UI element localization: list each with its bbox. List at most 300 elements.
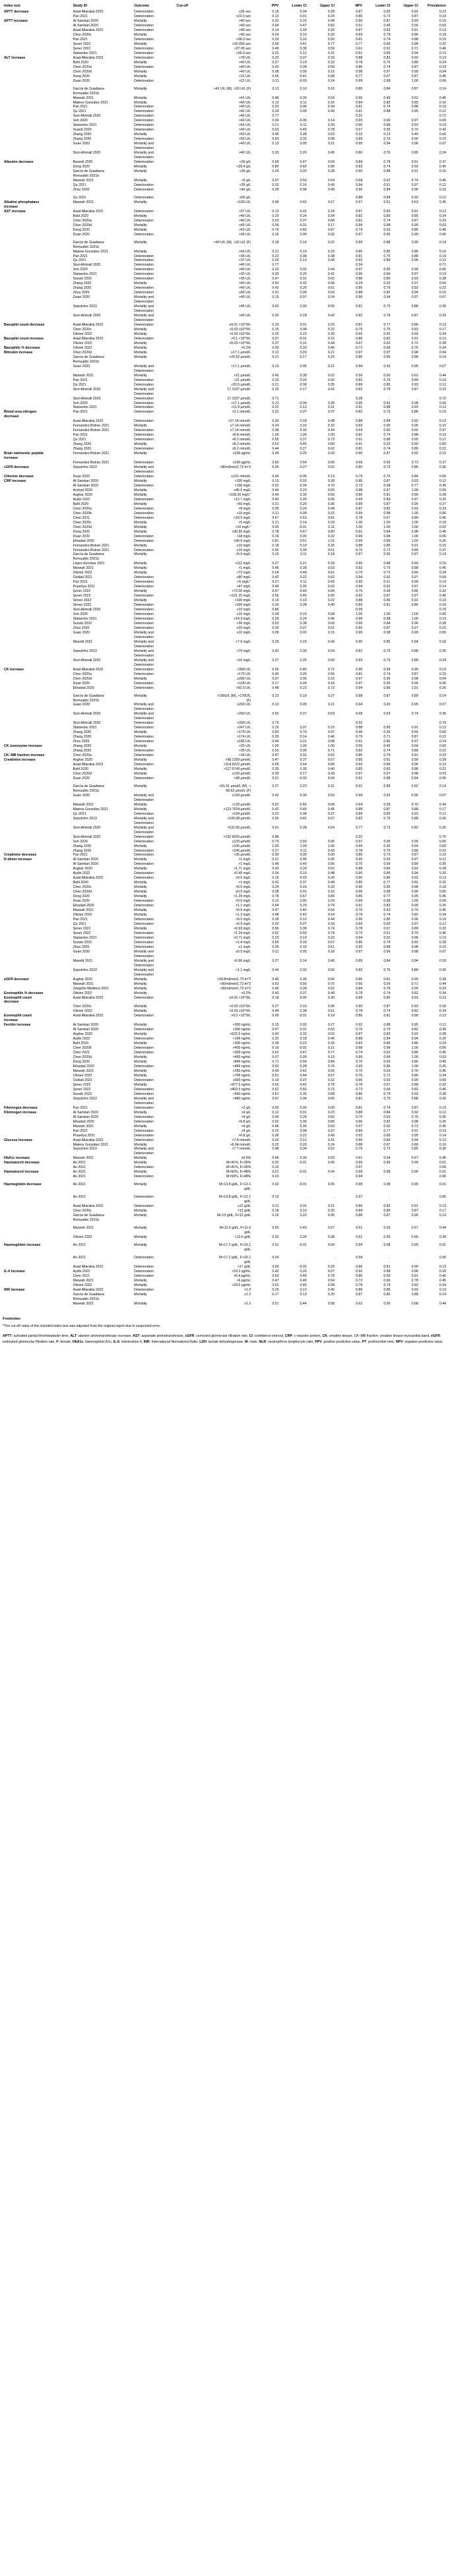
npv-value: 0.81 <box>356 433 363 438</box>
ppv-value: 0.69 <box>272 763 279 767</box>
ppv-upper-ci-value: 0.48 <box>327 881 335 885</box>
ppv-lower-ci-value: 0.42 <box>300 1069 307 1073</box>
table-row <box>3 47 447 51</box>
prevalence-value: 0.45 <box>439 1278 446 1283</box>
npv-lower-ci-value: 0.89 <box>383 497 391 502</box>
ppv-upper-ci-value: 0.58 <box>327 1283 335 1287</box>
study-id: Azad Allarakia 2022 <box>73 667 104 672</box>
prevalence-value: 0.13 <box>439 599 446 603</box>
ppv-value: 0.53 <box>272 749 279 753</box>
prevalence-value: 0.60 <box>439 442 446 447</box>
study-id: Azad Allarakia 2022 <box>73 995 104 1000</box>
npv-upper-ci-value: 1.01 <box>411 686 418 690</box>
table-row <box>3 1092 447 1097</box>
ppv-lower-ci-value: 0.25 <box>300 658 307 662</box>
table-row <box>3 61 447 65</box>
study-id: Guan 2020 <box>73 142 90 146</box>
table-row <box>3 867 447 871</box>
table-row <box>3 622 447 626</box>
study-id: Azad Allarakia 2022 <box>73 1204 104 1209</box>
ppv-value: 0.45 <box>272 132 279 137</box>
npv-value: 0.78 <box>356 515 363 520</box>
cutoff-value: >40 sec <box>238 24 251 28</box>
npv-upper-ci-value: 0.86 <box>411 848 418 853</box>
study-id: Chen 2020c <box>73 1209 92 1214</box>
npv-lower-ci-value: 0.74 <box>383 1283 391 1287</box>
npv-upper-ci-value: 0.98 <box>411 529 418 534</box>
cutoff-value: <50ml/min/1.73 m^2 <box>220 986 251 991</box>
npv-upper-ci-value: 0.91 <box>411 1273 418 1278</box>
index-test-label <box>3 726 72 730</box>
ppv-value: 0.56 <box>272 594 279 599</box>
npv-lower-ci-value: 0.82 <box>383 336 391 341</box>
index-test-label <box>3 498 72 502</box>
study-id: Aydin 2022 <box>73 1269 90 1273</box>
npv-value: 0.89 <box>356 382 363 387</box>
npv-value: 0.90 <box>356 562 363 566</box>
npv-upper-ci-value: 0.89 <box>411 693 418 698</box>
study-id: Zhou 2020 <box>73 740 90 744</box>
npv-upper-ci-value: 1.00 <box>411 617 418 622</box>
table-row <box>3 442 447 447</box>
index-test-label <box>3 784 72 794</box>
index-test-label <box>3 686 72 691</box>
ppv-lower-ci-value: 0.46 <box>300 1283 307 1287</box>
index-test-label <box>3 1274 72 1279</box>
table-row <box>3 479 447 484</box>
ppv-lower-ci-value: 0.10 <box>300 599 307 603</box>
study-id: Chen 2020a <box>73 506 92 511</box>
npv-upper-ci-value: 0.87 <box>411 672 418 676</box>
ppv-value: 0.47 <box>272 753 279 758</box>
npv-value: 0.78 <box>356 1082 363 1087</box>
study-id: Sisó-Almirall 2020 <box>73 151 101 156</box>
ppv-lower-ci-value: 0.22 <box>300 1133 307 1138</box>
index-test-label <box>3 721 72 726</box>
index-test-label <box>3 219 72 223</box>
ppv-upper-ci-value: 0.73 <box>327 1087 335 1092</box>
outcome: Mortality <box>134 249 147 254</box>
prevalence-value: 0.13 <box>439 995 446 1000</box>
ppv-upper-ci-value: 0.67 <box>327 816 335 821</box>
table-row <box>3 1069 447 1074</box>
ppv-upper-ci-value: 0.74 <box>327 926 335 931</box>
index-test-label <box>3 268 72 272</box>
npv-lower-ci-value: 0.86 <box>383 1065 391 1069</box>
outcome: Mortality <box>134 74 147 78</box>
table-row <box>3 1195 447 1204</box>
npv-upper-ci-value: 0.97 <box>411 626 418 630</box>
cutoff-value: ≥55 g/L <box>239 195 251 200</box>
table-row <box>3 1088 447 1092</box>
column-header-ppv: PPV <box>271 4 279 8</box>
study-id: Dong 2020 <box>73 74 90 78</box>
prevalence-value: 0.05 <box>439 890 446 894</box>
index-test-label: APTT decrease <box>4 10 29 15</box>
cutoff-value: >43 U/L <box>238 123 251 128</box>
npv-lower-ci-value: 0.74 <box>383 672 391 676</box>
ppv-lower-ci-value: 0.05 <box>300 703 307 707</box>
ppv-lower-ci-value: 0.29 <box>300 904 307 908</box>
table-row <box>3 959 447 968</box>
npv-upper-ci-value: 1.00 <box>411 525 418 529</box>
ppv-upper-ci-value: 0.52 <box>327 465 335 470</box>
npv-upper-ci-value: 0.92 <box>411 165 418 169</box>
table-row <box>3 507 447 512</box>
npv-value: 0.84 <box>356 1128 363 1133</box>
outcome: Deterioration <box>134 594 154 599</box>
outcome: Deterioration <box>134 839 154 844</box>
ppv-lower-ci-value: 0.05 <box>300 142 307 146</box>
table-row <box>3 726 447 730</box>
ppv-lower-ci-value: 0.20 <box>300 272 307 277</box>
cutoff-value: ≥500 ng/mL <box>232 1078 251 1082</box>
ppv-lower-ci-value: 0.14 <box>300 735 307 740</box>
npv-value: 0.76 <box>356 571 363 575</box>
index-test-label <box>3 950 72 959</box>
npv-lower-ci-value: 0.80 <box>383 1041 391 1046</box>
prevalence-value: 0.06 <box>439 899 446 904</box>
table-row <box>3 328 447 332</box>
outcome: Mortality <box>134 1235 147 1239</box>
table-row <box>3 626 447 631</box>
ppv-lower-ci-value: 0.28 <box>300 65 307 69</box>
outcome: Mortality and Deterioration <box>134 364 154 373</box>
npv-upper-ci-value: 0.86 <box>411 249 418 254</box>
index-test-label <box>3 179 72 183</box>
outcome: Deterioration <box>134 1165 154 1170</box>
cutoff-value: >465 ng/mL <box>232 1065 251 1069</box>
ppv-value: 0.24 <box>272 32 279 37</box>
cutoff-value: >5 mg/L <box>238 520 251 525</box>
npv-value: 0.70 <box>356 1069 363 1073</box>
prevalence-value: 0.20 <box>439 1269 446 1273</box>
ppv-value: 0.32 <box>272 1235 279 1239</box>
ppv-upper-ci-value: 0.27 <box>327 693 335 698</box>
prevalence-value: 0.45 <box>439 894 446 899</box>
index-test-label <box>3 876 72 881</box>
index-test-label <box>3 749 72 753</box>
npv-value: 0.67 <box>356 341 363 345</box>
ppv-lower-ci-value: 0.32 <box>300 137 307 142</box>
npv-upper-ci-value: 0.90 <box>411 986 418 991</box>
ppv-upper-ci-value: 0.50 <box>327 492 335 497</box>
npv-lower-ci-value: . <box>389 1165 391 1170</box>
npv-upper-ci-value: . <box>417 396 418 401</box>
npv-lower-ci-value: 0.74 <box>383 37 391 42</box>
index-test-label: Fibrinogen increase <box>4 1110 37 1115</box>
study-id: Chen 2020b <box>73 511 92 515</box>
ppv-lower-ci-value: 0.20 <box>300 169 307 174</box>
npv-upper-ci-value: 0.85 <box>411 151 418 156</box>
study-id: Sisó-Almirall 2020 <box>73 712 101 717</box>
index-test-label <box>3 286 72 291</box>
study-id: Marwah 2021 <box>73 1069 94 1073</box>
npv-upper-ci-value: 0.99 <box>411 69 418 74</box>
index-test-label <box>3 383 72 388</box>
ppv-value: 0.13 <box>272 100 279 105</box>
prevalence-value: 0.34 <box>439 571 446 575</box>
ppv-upper-ci-value: 0.40 <box>327 767 335 772</box>
npv-upper-ci-value: 0.80 <box>411 862 418 867</box>
ppv-value: 0.53 <box>272 218 279 223</box>
cutoff-value: >40 U/L <box>238 286 251 291</box>
ppv-lower-ci-value: 0.07 <box>300 626 307 630</box>
table-row <box>3 241 447 250</box>
cutoff-value: <35 g/L <box>239 183 251 187</box>
ppv-lower-ci-value: . <box>305 1165 307 1170</box>
ppv-lower-ci-value: 0.16 <box>300 37 307 42</box>
ppv-value: 0.04 <box>272 119 279 123</box>
table-row <box>3 908 447 913</box>
table-row <box>3 575 447 580</box>
ppv-value: 0.49 <box>272 46 279 51</box>
ppv-upper-ci-value: 0.57 <box>327 758 335 763</box>
npv-lower-ci-value: . <box>389 721 391 726</box>
npv-value: 0.65 <box>356 332 363 336</box>
npv-lower-ci-value: . <box>389 396 391 401</box>
npv-value: 0.32 <box>356 834 363 839</box>
outcome: Mortality <box>134 479 147 483</box>
npv-upper-ci-value: 1.00 <box>411 1046 418 1051</box>
ppv-value: 0.29 <box>272 332 279 336</box>
npv-lower-ci-value: 0.93 <box>383 703 391 707</box>
study-id: Dong 2020 <box>73 529 90 534</box>
ppv-value: 0.48 <box>272 913 279 918</box>
ppv-value: 0.50 <box>272 281 279 286</box>
study-id: Dong 2020 <box>73 165 90 169</box>
cutoff-value: >42 U/L <box>238 109 251 114</box>
npv-value: 0.91 <box>356 776 363 780</box>
cutoff-value: >60 U/L <box>238 100 251 105</box>
cutoff-value: <0.2% <box>241 345 251 350</box>
study-id: Zhang 2020 <box>73 744 92 749</box>
study-id: López-Escobar 2021 <box>73 562 105 566</box>
npv-upper-ci-value: 0.74 <box>411 178 418 183</box>
npv-upper-ci-value: 1.00 <box>411 520 418 525</box>
ppv-upper-ci-value: 0.67 <box>327 940 335 945</box>
ppv-upper-ci-value: 0.56 <box>327 968 335 972</box>
ppv-lower-ci-value: 0.39 <box>300 1124 307 1128</box>
npv-lower-ci-value: 0.67 <box>383 926 391 931</box>
table-row <box>3 894 447 899</box>
ppv-value: 0.18 <box>272 240 279 245</box>
ppv-upper-ci-value: 0.60 <box>327 1115 335 1119</box>
cutoff-value: >117.5743 µmol/L <box>223 767 251 772</box>
outcome: Mortality and Deterioration <box>134 658 154 667</box>
npv-value: 0.87 <box>356 1292 363 1297</box>
outcome: Mortality <box>134 520 147 525</box>
index-test-label <box>3 530 72 535</box>
ppv-lower-ci-value: 0.30 <box>300 649 307 653</box>
table-row <box>3 1023 447 1028</box>
npv-upper-ci-value: 0.89 <box>411 926 418 931</box>
npv-lower-ci-value: 0.83 <box>383 100 391 105</box>
index-test-label <box>3 562 72 566</box>
npv-lower-ci-value: 0.78 <box>383 314 391 318</box>
table-row <box>3 1283 447 1288</box>
prevalence-value: 0.22 <box>439 447 446 452</box>
study-id: Al-Samkari 2020 <box>73 479 98 483</box>
index-test-label <box>3 1088 72 1092</box>
npv-upper-ci-value: 0.80 <box>411 571 418 575</box>
npv-lower-ci-value: . <box>389 834 391 839</box>
npv-lower-ci-value: 0.88 <box>383 405 391 410</box>
outcome: Deterioration <box>134 419 154 424</box>
index-test-label: Haematocrit decrease <box>4 1161 40 1165</box>
outcome: Mortality <box>134 772 147 776</box>
outcome: Deterioration <box>134 1133 154 1138</box>
table-row <box>3 10 447 15</box>
npv-value: 0.83 <box>356 1041 363 1046</box>
ppv-lower-ci-value: 0.21 <box>300 562 307 566</box>
prevalence-value: 0.12 <box>439 183 446 187</box>
npv-upper-ci-value: 0.97 <box>411 922 418 926</box>
npv-lower-ci-value: 0.73 <box>383 465 391 470</box>
index-test-label <box>3 603 72 608</box>
npv-upper-ci-value: 0.56 <box>411 24 418 28</box>
npv-lower-ci-value: 0.87 <box>383 1142 391 1147</box>
ppv-value: 0.20 <box>272 922 279 926</box>
npv-value: 0.80 <box>356 15 363 19</box>
npv-lower-ci-value: 0.92 <box>383 935 391 940</box>
study-id: Şener 2022 <box>73 1087 91 1092</box>
npv-upper-ci-value: 0.91 <box>411 726 418 730</box>
ppv-lower-ci-value: 0.40 <box>300 807 307 811</box>
index-test-label: Alkaline phosphatase increase <box>4 200 40 209</box>
study-id: Olivieri 2022 <box>73 341 92 345</box>
cutoff-value: >10 mg/L <box>236 511 251 515</box>
prevalence-value: 0.16 <box>439 1142 446 1147</box>
outcome: Deterioration <box>134 763 154 767</box>
ppv-lower-ci-value: 0.40 <box>300 1278 307 1283</box>
npv-upper-ci-value: 0.93 <box>411 1287 418 1292</box>
outcome: Deterioration <box>134 899 154 904</box>
cutoff-value: >108.30 mg/L* <box>228 492 251 497</box>
cutoff-value: M>50%, F>48% <box>226 1175 251 1179</box>
cutoff-value: ≤101 mmol/L <box>231 475 251 479</box>
ppv-upper-ci-value: 0.59 <box>327 65 335 69</box>
table-row <box>3 1293 447 1302</box>
prevalence-value: 0.13 <box>439 667 446 672</box>
npv-value: 0.64 <box>356 802 363 807</box>
prevalence-value: 0.06 <box>439 1165 446 1170</box>
npv-lower-ci-value: 0.85 <box>383 811 391 816</box>
ppv-value: 0.23 <box>272 693 279 698</box>
outcome: Deterioration <box>134 1264 154 1269</box>
ppv-value: 0.15 <box>272 552 279 557</box>
prevalence-value: 0.45 <box>439 74 446 78</box>
npv-lower-ci-value: 0.76 <box>383 137 391 142</box>
outcome: Deterioration <box>134 1128 154 1133</box>
npv-value: 0.62 <box>356 1301 363 1306</box>
prevalence-value: 0.19 <box>439 15 446 19</box>
column-header-index-test: Index test <box>4 4 20 8</box>
ppv-upper-ci-value: 0.24 <box>327 209 335 214</box>
index-test-label <box>3 70 72 74</box>
npv-upper-ci-value: 0.93 <box>411 382 418 387</box>
prevalence-value: 0.17 <box>439 807 446 811</box>
study-id: Duan 2020 <box>73 776 90 780</box>
ppv-upper-ci-value: 0.43 <box>327 848 335 853</box>
npv-value: 0.73 <box>356 483 363 488</box>
npv-value: 0.76 <box>356 1028 363 1032</box>
npv-value: 0.93 <box>356 763 363 767</box>
ppv-lower-ci-value: -0.03 <box>298 78 307 83</box>
ppv-value: 0.29 <box>272 258 279 263</box>
cutoff-value: ≥10 mg/L <box>236 630 251 635</box>
cutoff-value: >40 U/L <box>238 268 251 272</box>
ppv-lower-ci-value: 0.30 <box>300 305 307 309</box>
ppv-upper-ci-value: 0.42 <box>327 314 335 318</box>
ppv-upper-ci-value: 0.62 <box>327 1147 335 1152</box>
npv-value: 0.86 <box>356 1204 363 1209</box>
ppv-value: 0.60 <box>272 461 279 465</box>
prevalence-value: 0.42 <box>439 128 446 132</box>
ppv-lower-ci-value: 0.28 <box>300 603 307 608</box>
index-test-label <box>3 1069 72 1074</box>
outcome: Mortality and Deterioration <box>134 968 154 977</box>
outcome: Deterioration <box>134 622 154 626</box>
npv-value: 1.00 <box>356 612 363 617</box>
ppv-upper-ci-value: 0.81 <box>327 515 335 520</box>
npv-value: 0.74 <box>356 1051 363 1055</box>
ppv-value: 0.45 <box>272 548 279 552</box>
ppv-upper-ci-value: 0.41 <box>327 387 335 392</box>
npv-lower-ci-value: 0.63 <box>383 227 391 232</box>
npv-lower-ci-value: 0.63 <box>383 1069 391 1073</box>
cutoff-value: >5.0 mg/L <box>236 552 251 557</box>
npv-upper-ci-value: 0.97 <box>411 575 418 580</box>
npv-upper-ci-value: 0.54 <box>411 844 418 848</box>
ppv-value: 0.20 <box>272 55 279 60</box>
npv-value: 0.90 <box>356 876 363 881</box>
ppv-upper-ci-value: 0.20 <box>327 323 335 328</box>
table-row <box>3 378 447 383</box>
npv-upper-ci-value: 0.87 <box>411 1105 418 1110</box>
npv-value: 0.93 <box>356 1065 363 1069</box>
cutoff-value: >91.51 µmol/L (M), > 68.63 µmol/L (F) <box>219 784 251 793</box>
prevalence-value: 0.16 <box>439 249 446 254</box>
prevalence-value: 0.34 <box>439 332 446 336</box>
npv-value: 0.88 <box>356 693 363 698</box>
table-row <box>3 38 447 42</box>
table-row <box>3 853 447 858</box>
prevalence-value: 0.26 <box>439 1065 446 1069</box>
npv-upper-ci-value: 0.82 <box>411 825 418 830</box>
ppv-value: 0.22 <box>272 51 279 55</box>
prevalence-value: 0.44 <box>439 981 446 986</box>
ppv-lower-ci-value: 0.48 <box>300 571 307 575</box>
outcome: Deterioration <box>134 935 154 940</box>
ppv-lower-ci-value: 0.36 <box>300 977 307 981</box>
study-id: Fernandez-Botran 2021 <box>73 428 110 433</box>
outcome: Deterioration <box>134 286 154 291</box>
npv-upper-ci-value: 0.96 <box>411 142 418 146</box>
npv-upper-ci-value: 1.00 <box>411 1065 418 1069</box>
npv-value: 0.88 <box>356 599 363 603</box>
npv-value: 0.82 <box>356 749 363 753</box>
npv-value: 0.82 <box>356 816 363 821</box>
table-row <box>3 179 447 183</box>
prevalence-value: 0.07 <box>439 364 446 368</box>
index-test-label <box>3 594 72 599</box>
outcome: Deterioration <box>134 871 154 876</box>
npv-lower-ci-value: 0.83 <box>383 767 391 772</box>
ppv-upper-ci-value: 0.40 <box>327 109 335 114</box>
ppv-value: 0.52 <box>272 1283 279 1287</box>
npv-value: 0.86 <box>356 355 363 359</box>
